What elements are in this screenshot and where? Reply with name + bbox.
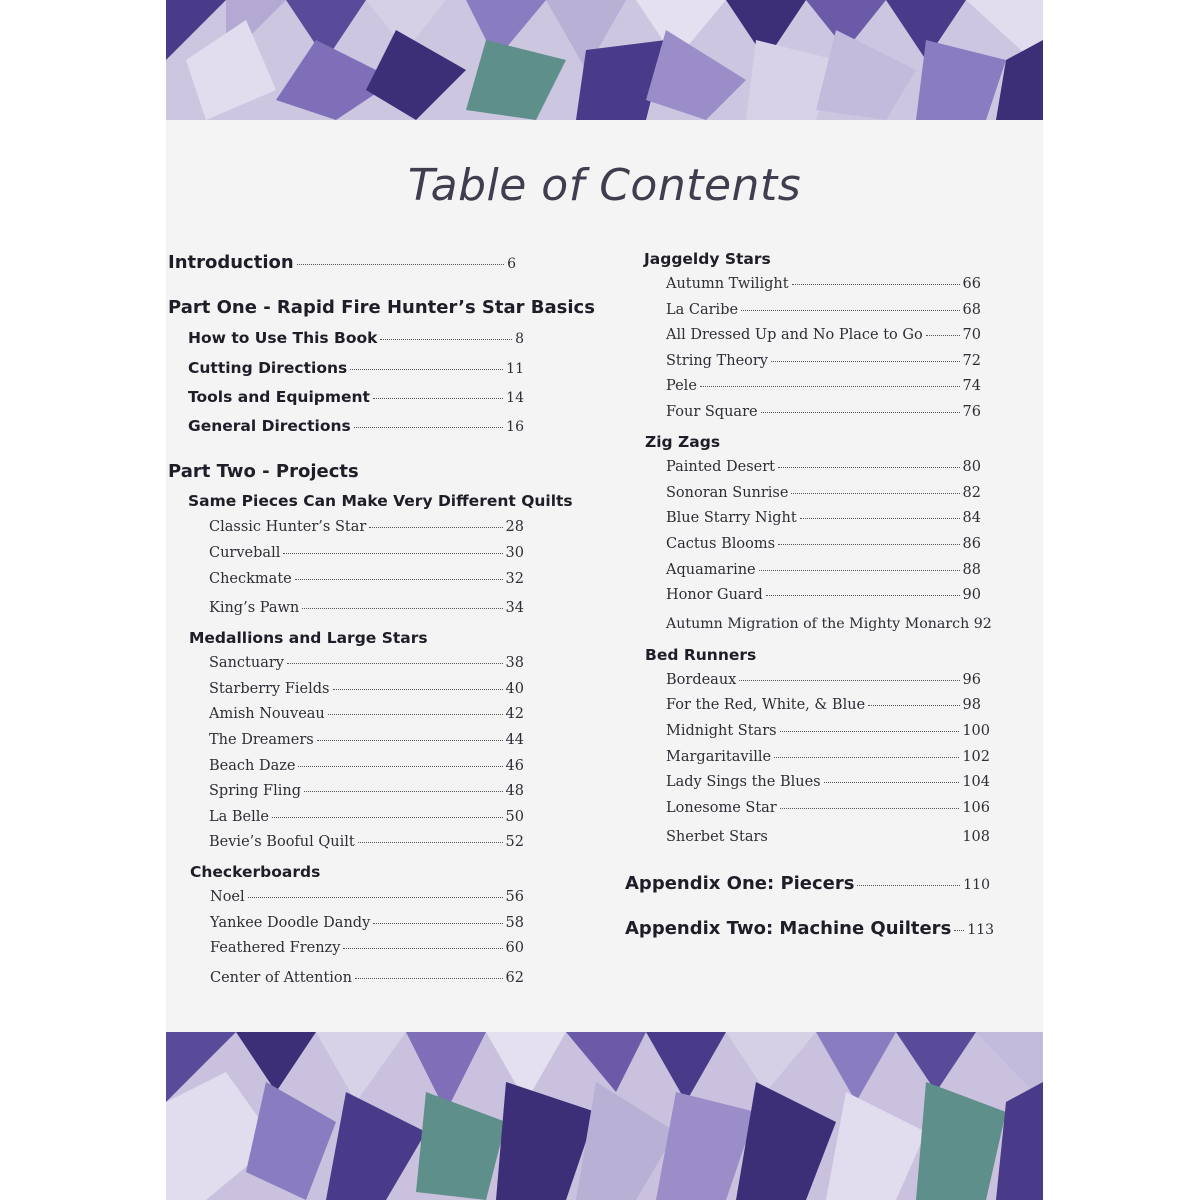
toc-entry[interactable] (209, 706, 524, 722)
toc-leader-dots (926, 335, 960, 336)
toc-leader-dots (771, 361, 960, 362)
toc-page-number: 14 (506, 390, 524, 406)
toc-page-number: 6 (507, 256, 516, 272)
toc-page-number: 100 (962, 723, 990, 739)
toc-label: Autumn Twilight (666, 276, 789, 292)
toc-entry[interactable] (666, 378, 981, 394)
toc-leader-dots (791, 493, 959, 494)
toc-entry[interactable] (209, 732, 524, 748)
toc-entry[interactable] (666, 536, 981, 552)
toc-entry[interactable] (666, 562, 981, 578)
toc-label: String Theory (666, 353, 769, 369)
toc-leader-dots (739, 680, 959, 681)
toc-entry[interactable] (188, 329, 524, 347)
toc-leader-dots (792, 284, 960, 285)
toc-label: For the Red, White, & Blue (666, 697, 866, 713)
book-page (166, 0, 1043, 1200)
toc-introduction[interactable] (168, 252, 516, 273)
subsection-bed-runners-heading: Bed Runners (645, 646, 757, 664)
toc-leader-dots (343, 948, 502, 949)
toc-leader-dots (759, 570, 960, 571)
toc-label: Sanctuary (209, 655, 284, 671)
subsection-zigzags-heading: Zig Zags (645, 433, 721, 451)
toc-page-number: 60 (505, 940, 524, 956)
quilt-pattern-bottom (166, 1032, 1043, 1200)
toc-page-number: 42 (505, 706, 524, 722)
page-title: Table of Contents (407, 160, 802, 211)
toc-leader-dots (778, 544, 960, 545)
toc-entry[interactable] (188, 359, 524, 377)
toc-leader-dots (272, 817, 503, 818)
toc-label: Introduction (168, 252, 294, 273)
toc-appendix-two[interactable] (625, 918, 995, 939)
quilt-pattern-top (166, 0, 1043, 120)
toc-leader-dots (354, 427, 503, 428)
toc-page-number: 102 (962, 749, 990, 765)
toc-label: How to Use This Book (188, 329, 378, 347)
toc-entry[interactable] (666, 510, 981, 526)
toc-page-number: 106 (962, 800, 990, 816)
toc-page-number: 113 (967, 922, 995, 938)
toc-page-number: 16 (506, 419, 524, 435)
toc-entry[interactable] (209, 783, 524, 799)
toc-page-number: 56 (505, 889, 524, 905)
toc-leader-dots (780, 731, 960, 732)
toc-page-number: 82 (962, 485, 981, 501)
toc-page-number: 62 (505, 970, 524, 986)
toc-leader-dots (780, 808, 960, 809)
toc-label: Tools and Equipment (188, 388, 370, 406)
toc-entry[interactable] (210, 940, 524, 956)
toc-label: Painted Desert (666, 459, 776, 475)
subsection-same-pieces-heading: Same Pieces Can Make Very Different Quilts (188, 492, 573, 510)
toc-leader-dots (778, 467, 960, 468)
toc-entry[interactable] (666, 485, 981, 501)
toc-label: La Belle (209, 809, 269, 825)
toc-leader-dots (328, 714, 503, 715)
toc-label: Lonesome Star (666, 800, 777, 816)
toc-leader-dots (954, 930, 964, 931)
toc-label: Honor Guard (666, 587, 763, 603)
toc-page-number: 76 (962, 404, 981, 420)
toc-label: Bordeaux (666, 672, 737, 688)
toc-leader-dots (373, 923, 502, 924)
toc-page-number: 86 (962, 536, 981, 552)
toc-entry[interactable] (209, 545, 524, 561)
toc-page-number: 108 (962, 829, 990, 845)
toc-page-number: 98 (962, 697, 981, 713)
toc-label: Cutting Directions (188, 359, 348, 377)
toc-entry[interactable] (209, 681, 524, 697)
toc-entry[interactable] (209, 834, 524, 850)
toc-leader-dots (766, 595, 960, 596)
toc-entry[interactable] (666, 672, 981, 688)
toc-entry[interactable] (666, 774, 990, 790)
toc-label: King’s Pawn (209, 600, 300, 616)
toc-leader-dots (373, 398, 503, 399)
subsection-jaggeldy-heading: Jaggeldy Stars (644, 250, 771, 268)
quilt-banner-top (166, 0, 1043, 120)
toc-leader-dots (868, 705, 959, 706)
toc-label: Yankee Doodle Dandy (210, 915, 371, 931)
toc-entry[interactable] (209, 809, 524, 825)
toc-entry[interactable] (209, 600, 524, 616)
toc-leader-dots (297, 264, 504, 265)
toc-page-number: 68 (962, 302, 981, 318)
toc-label: Margaritaville (666, 749, 772, 765)
toc-page-number: 50 (505, 809, 524, 825)
toc-entry[interactable] (666, 302, 981, 318)
toc-leader-dots (358, 842, 503, 843)
toc-entry[interactable] (666, 459, 981, 475)
toc-label: Beach Daze (209, 758, 296, 774)
toc-page-number: 46 (505, 758, 524, 774)
subsection-medallions-heading: Medallions and Large Stars (189, 629, 428, 647)
toc-page-number: 52 (505, 834, 524, 850)
toc-entry[interactable] (209, 655, 524, 671)
toc-page-number: 104 (962, 774, 990, 790)
toc-page-number: 80 (962, 459, 981, 475)
section-part-two-heading: Part Two - Projects (168, 461, 359, 482)
toc-leader-dots (355, 978, 503, 979)
toc-leader-dots (761, 412, 960, 413)
toc-page-number: 28 (505, 519, 524, 535)
toc-page-number: 48 (505, 783, 524, 799)
toc-entry[interactable] (210, 970, 524, 986)
toc-leader-dots (333, 689, 503, 690)
toc-label: Sherbet Stars (666, 829, 768, 845)
toc-label: Amish Nouveau (209, 706, 325, 722)
toc-leader-dots (380, 339, 512, 340)
toc-label: Blue Starry Night (666, 510, 797, 526)
toc-label: Appendix Two: Machine Quilters (625, 918, 952, 939)
toc-entry[interactable] (209, 571, 524, 587)
toc-label: General Directions (188, 417, 351, 435)
toc-page-number: 44 (505, 732, 524, 748)
toc-label: Spring Fling (209, 783, 301, 799)
toc-label: Feathered Frenzy (210, 940, 341, 956)
toc-entry[interactable] (666, 697, 981, 713)
toc-page-number: 90 (962, 587, 981, 603)
toc-page-number: 58 (505, 915, 524, 931)
toc-entry[interactable] (666, 353, 981, 369)
toc-label: Pele (666, 378, 697, 394)
toc-entry[interactable] (188, 388, 524, 406)
toc-page-number: 88 (962, 562, 981, 578)
toc-page-number: 70 (962, 327, 981, 343)
toc-label: Four Square (666, 404, 758, 420)
toc-page-number: 74 (962, 378, 981, 394)
toc-leader-dots (700, 386, 960, 387)
toc-leader-dots (771, 837, 959, 838)
toc-page-number: 11 (506, 361, 524, 377)
toc-appendix-one[interactable] (625, 873, 990, 894)
quilt-banner-bottom (166, 1032, 1043, 1200)
section-part-one-heading: Part One - Rapid Fire Hunter’s Star Basics (168, 297, 595, 318)
toc-label: Checkmate (209, 571, 292, 587)
toc-label: Cactus Blooms (666, 536, 776, 552)
toc-leader-dots (857, 885, 960, 886)
toc-label: Appendix One: Piecers (625, 873, 855, 894)
toc-label: Aquamarine (666, 562, 756, 578)
toc-label: All Dressed Up and No Place to Go (666, 327, 923, 343)
toc-leader-dots (287, 663, 503, 664)
toc-leader-dots (800, 518, 960, 519)
toc-leader-dots (295, 579, 503, 580)
toc-entry[interactable] (210, 889, 524, 905)
toc-entry[interactable] (666, 723, 990, 739)
toc-label: The Dreamers (209, 732, 314, 748)
toc-entry[interactable] (209, 519, 524, 535)
toc-entry[interactable] (666, 276, 981, 292)
toc-page-number: 30 (505, 545, 524, 561)
toc-page-number: 110 (963, 877, 990, 893)
toc-entry[interactable] (666, 404, 981, 420)
toc-page-number: 32 (505, 571, 524, 587)
toc-label: La Caribe (666, 302, 739, 318)
toc-entry[interactable] (188, 417, 524, 435)
toc-page-number: 66 (962, 276, 981, 292)
toc-entry[interactable] (209, 758, 524, 774)
toc-entry[interactable] (666, 587, 981, 603)
toc-leader-dots (741, 310, 959, 311)
toc-entry[interactable] (666, 749, 990, 765)
toc-page-number: 34 (505, 600, 524, 616)
toc-label: Noel (210, 889, 245, 905)
toc-page-number: 40 (505, 681, 524, 697)
toc-leader-dots (283, 553, 502, 554)
toc-page-number: 38 (505, 655, 524, 671)
toc-page-number: 96 (962, 672, 981, 688)
toc-leader-dots (350, 369, 503, 370)
toc-leader-dots (302, 608, 502, 609)
toc-leader-dots (317, 740, 503, 741)
toc-leader-dots (774, 757, 959, 758)
toc-leader-dots (248, 897, 503, 898)
toc-leader-dots (298, 766, 502, 767)
toc-entry[interactable] (666, 800, 990, 816)
toc-label: Lady Sings the Blues (666, 774, 821, 790)
toc-entry[interactable] (210, 915, 524, 931)
toc-entry[interactable] (666, 829, 990, 845)
toc-label: Bevie’s Booful Quilt (209, 834, 355, 850)
toc-label: Midnight Stars (666, 723, 777, 739)
toc-leader-dots (824, 782, 960, 783)
toc-entry[interactable] (666, 327, 981, 343)
toc-label: Curveball (209, 545, 281, 561)
toc-label: Sonoran Sunrise (666, 485, 789, 501)
toc-entry-autumn-migration[interactable]: Autumn Migration of the Mighty Monarch 92 (666, 616, 992, 632)
toc-label: Center of Attention (210, 970, 352, 986)
toc-page-number: 72 (962, 353, 981, 369)
subsection-checkerboards-heading: Checkerboards (190, 863, 321, 881)
toc-page-number: 8 (515, 331, 524, 347)
toc-leader-dots (304, 791, 503, 792)
toc-leader-dots (369, 527, 502, 528)
toc-label: Starberry Fields (209, 681, 330, 697)
toc-page-number: 84 (962, 510, 981, 526)
toc-label: Classic Hunter’s Star (209, 519, 367, 535)
